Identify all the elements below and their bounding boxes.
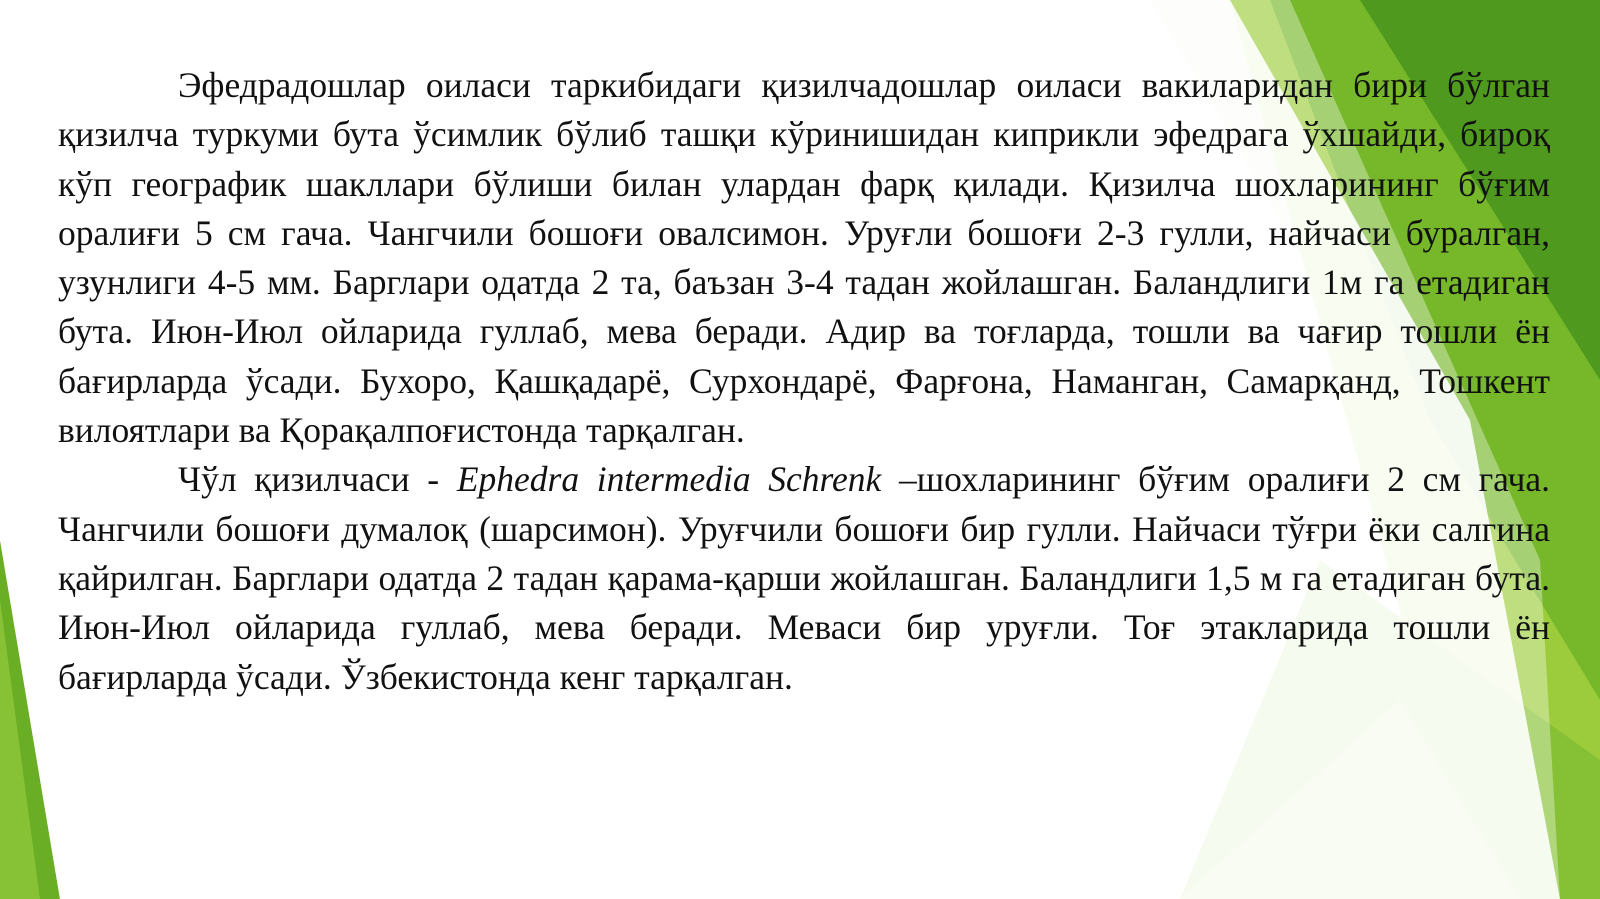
latin-species-name: Ephedra intermedia Schrenk [456, 459, 882, 500]
paragraph-description: –шохларининг бўғим оралиғи 2 см гача. Чангчили бошоғи думалоқ (шарсимон). Уруғчили бошоғи бир гулли. Найчаси тўғри ёки салгина қайрилган. Барглари одатда 2 тадан қарама-қарши жойлашган. Баландлиги 1,5 м га етадиган бута. Июн-Июл ойларида гуллаб, мева беради. Меваси бир уруғли. Тоғ этакларида тошли ён бағирларда ўсади. Ўзбекистонда кенг тарқалган. [58, 459, 1550, 697]
paragraph-ephedra-intermedia [58, 455, 1550, 701]
paragraph-ephedra-family: Эфедрадошлар оиласи таркибидаги қизилчадошлар оиласи вакиларидан бири бўлган қизилча туркуми бута ўсимлик бўлиб ташқи кўринишидан киприкли эфедрага ўхшайди, бироқ кўп географик шакллари бўлиши билан улардан фарқ қилади. Қизилча шохларининг бўғим оралиғи 5 см гача. Чангчили бошоғи овалсимон. Уруғли бошоғи 2-3 гулли, найчаси буралган, узунлиги 4-5 мм. Барглари одатда 2 та, баъзан 3-4 тадан жойлашган. Баландлиги 1м га етадиган бута. Июн-Июл ойларида гуллаб, мева беради. Адир ва тоғларда, тошли ва чағир тошли ён бағирларда ўсади. Бухоро, Қашқадарё, Сурхондарё, Фарғона, Наманган, Самарқанд, Тошкент вилоятлари ва Қорақалпоғистонда тарқалган. [58, 65, 1550, 451]
paragraph-lead-text: Чўл қизилчаси - [178, 459, 457, 500]
body-text [58, 61, 1550, 702]
